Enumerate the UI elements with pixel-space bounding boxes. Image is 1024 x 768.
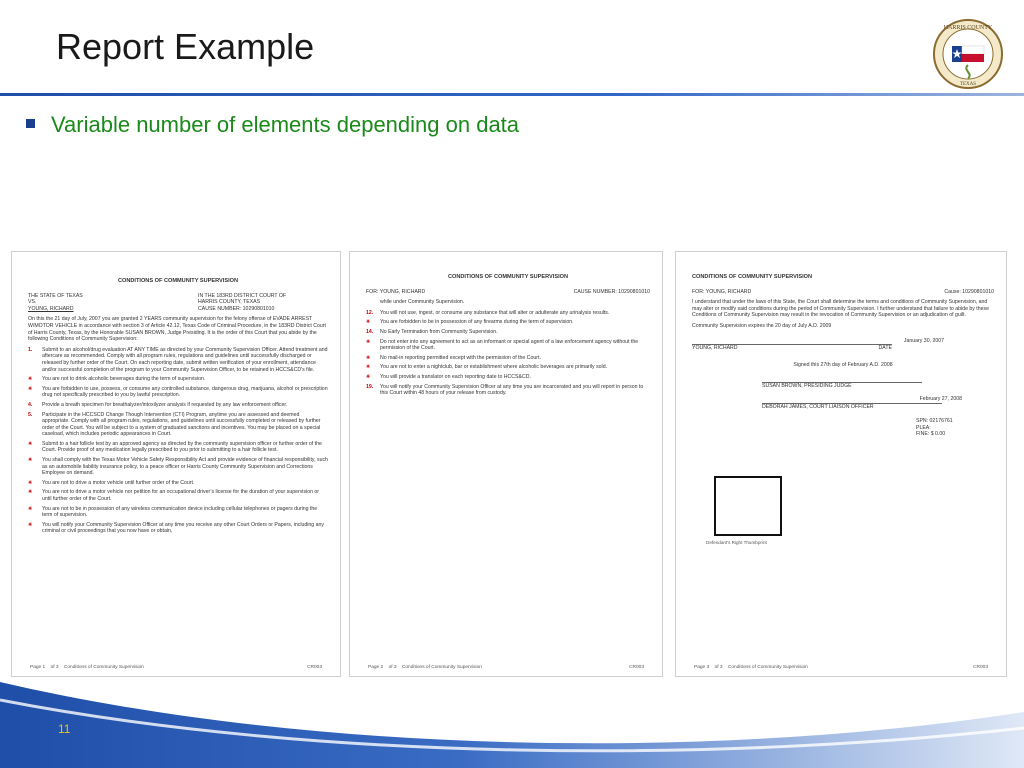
page1-left-line: THE STATE OF TEXAS — [28, 292, 83, 299]
page3-defendant-name: YOUNG, RICHARD — [692, 345, 738, 352]
page2-condition-text: You are forbidden to be in possession of any firearms during the term of supervision. — [380, 319, 574, 326]
page1-condition-text: You are not to be in possession of any wireless communication device including cellular telephones or pagers during the term of supervision. — [42, 505, 318, 519]
page2-footer-page: Page 2 — [368, 665, 384, 670]
page1-condition-item — [28, 376, 328, 383]
page2-condition-number: ✳ — [366, 319, 371, 326]
page1-condition-item — [28, 386, 328, 399]
report-page-2 — [350, 252, 662, 676]
page1-condition-number: ✳ — [28, 489, 33, 496]
page1-left-block — [28, 293, 83, 313]
page1-condition-number: ✳ — [28, 479, 33, 486]
page2-continuation: while under Community Supervision. — [380, 299, 465, 306]
page1-intro: On this the 21 day of July, 2007 you are granted 2 YEARS community supervision for the felony offense of EVADE ARREST W/MOTOR VEHICLE in accordance with section 3 of Article 42.12, Texas Code of Criminal Procedure, in the 183RD District Court of Harris County, Texas, by the Honorable SUSAN BROWN, Judge Presiding. It is the order of this Court that you abide by the following Conditions of Community Supervision: — [28, 316, 326, 343]
page3-plea: PLEA: — [916, 424, 931, 431]
page1-left-line: VS. — [28, 299, 37, 306]
page3-expiration: Community Supervision expires the 20 day of July A.D. 2009 — [692, 322, 832, 329]
page2-footer-title: Conditions of Community Supervision — [401, 665, 482, 670]
page1-condition-text: Participate in the HCCSCD Change Though Intervention (CTI) Program, anytime you are assessed and deemed appropriate. Comply with all program rules, regulations, and guidelines until successfully completed or released by further order of the Court. You will be subject to a system of graduated sanctions and incentives. You may be placed on a special caseload, which includes periodic appearances in Court. — [42, 411, 321, 438]
bullet-marker-icon — [26, 119, 35, 128]
page2-condition-number: 14. — [366, 328, 374, 335]
page1-right-line: HARRIS COUNTY, TEXAS — [198, 299, 261, 306]
page2-heading: CONDITIONS OF COMMUNITY SUPERVISION — [447, 274, 569, 280]
seal-text-bottom: TEXAS — [959, 82, 977, 87]
page1-footer-code: CR003 — [307, 665, 322, 670]
page1-condition-text: Submit to a hair follicle test by an approved agency as directed by the community supervision officer or further order of the Court. Provide proof of any medication legally prescribed to you prior to submitting to a hair follicle test. — [42, 440, 322, 454]
page1-condition-number: ✳ — [28, 440, 33, 447]
page1-right-block — [198, 293, 328, 313]
page2-condition-number: ✳ — [366, 364, 371, 371]
page3-footer — [694, 665, 988, 670]
page2-condition-item — [366, 329, 650, 336]
page3-heading: CONDITIONS OF COMMUNITY SUPERVISION — [692, 274, 813, 280]
page2-condition-number: 19. — [366, 383, 374, 390]
page2-conditions-list — [366, 310, 650, 397]
page2-footer-code: CR003 — [629, 665, 644, 670]
page2-footer — [368, 665, 644, 670]
page1-condition-item — [28, 402, 328, 409]
page3-cause-line: Cause: 10290801010 — [944, 288, 994, 295]
page2-cause-line: CAUSE NUMBER: 10290801010 — [573, 288, 650, 295]
slide-page-number: 11 — [58, 722, 71, 736]
page1-condition-text: You will notify your Community Supervision Officer at any time you receive any other Court Orders or Papers, including any criminal or civil proceedings that you now have or obtain, — [42, 521, 324, 535]
page2-condition-number: 12. — [366, 309, 374, 316]
page3-footer-code: CR003 — [973, 665, 988, 670]
page1-condition-text: Submit to an alcohol/drug evaluation AT ANY TIME as directed by your Community Supervision Officer. Attend treatment and aftercare as recommended. Comply with all program rules, regulations and guidelines until successfully discharged or released by further order of the Court. On each reporting date, submit written verification of your enrollment, attendance and/or successful completion of the program to your Community Supervision Officer, to be retained in HCCS&CD's file. — [42, 346, 328, 373]
page2-condition-text: You will not use, ingest, or consume any substance that will alter or adulterate any urinalysis results. — [380, 309, 610, 316]
page1-footer-title: Conditions of Community Supervision — [63, 665, 144, 670]
page1-condition-text: You are forbidden to use, possess, or consume any controlled substance, dangerous drug, marijuana, alcohol or prescription drug not specifically prescribed to you by lawful prescription. — [42, 385, 328, 399]
page2-condition-text: You will provide a translator on each reporting date to HCCS&CD. — [380, 373, 531, 380]
thumbprint-caption: Defendant's Right Thumbprint — [706, 540, 767, 545]
bullet-text: Variable number of elements depending on data — [51, 112, 520, 137]
page3-judge: SUSAN BROWN, PRESIDING JUDGE — [762, 382, 922, 390]
report-page-3 — [676, 252, 1006, 676]
page1-right-line: CAUSE NUMBER: 10290801010 — [198, 305, 275, 312]
page2-condition-number: ✳ — [366, 354, 371, 361]
page3-date-label: DATE — [878, 345, 892, 352]
page3-footer-title: Conditions of Community Supervision — [727, 665, 808, 670]
page1-condition-text: You are not to drink alcoholic beverages during the term of supervision. — [42, 376, 206, 383]
page2-condition-item — [366, 384, 650, 397]
page1-condition-number: ✳ — [28, 521, 33, 528]
report-page-1 — [12, 252, 340, 676]
page1-condition-text: You are not to drive a motor vehicle until further order of the Court. — [42, 479, 195, 486]
page2-condition-item — [366, 364, 650, 371]
page1-condition-number: ✳ — [28, 457, 33, 464]
page3-fine: FINE: $ 0.00 — [916, 431, 946, 438]
page2-condition-text: Do not enter into any agreement to act as an informant or special agent of a law enforcement agency without the permission of the Court. — [380, 338, 639, 352]
page2-condition-item — [366, 310, 650, 317]
page1-condition-text: Provide a breath specimen for breathalyzer/intoxilyzer analysis if requested by any law enforcement officer. — [42, 401, 288, 408]
page1-condition-number: 1. — [28, 346, 33, 353]
harris-county-seal-icon — [932, 18, 1004, 90]
title-underline — [0, 93, 1024, 96]
page3-officer: DEBORAH JAMES, COURT LIAISON OFFICER — [762, 403, 942, 411]
page2-condition-text: No Early Termination from Community Supervision. — [380, 328, 498, 335]
page2-condition-item — [366, 355, 650, 362]
page1-footer-of: of 3 — [50, 665, 59, 670]
page3-for-line: FOR: YOUNG, RICHARD — [692, 288, 752, 295]
page1-footer-page: Page 1 — [30, 665, 46, 670]
page1-condition-number: 5. — [28, 411, 33, 418]
page1-condition-item — [28, 347, 328, 373]
page3-signed-line: Signed this 27th day of February A.D. 2008 — [793, 361, 893, 368]
page1-heading: CONDITIONS OF COMMUNITY SUPERVISION — [117, 278, 239, 284]
page1-left-line: YOUNG, RICHARD — [28, 305, 74, 312]
page2-condition-text: You are not to enter a nightclub, bar or establishment where alcoholic beverages are primarily sold. — [380, 364, 608, 371]
page1-condition-item — [28, 480, 328, 487]
page2-for-line: FOR: YOUNG, RICHARD — [366, 288, 426, 295]
bottom-decorative-band — [0, 682, 1024, 768]
page3-footer-of: of 3 — [714, 665, 723, 670]
page3-footer-page: Page 3 — [694, 665, 710, 670]
page2-condition-item — [366, 374, 650, 381]
page2-condition-text: You will notify your Community Supervision Officer at any time you are incarcerated and you will report in person to this Court within 48 hours of your release from custody. — [380, 383, 644, 397]
page1-condition-text: You are not to drive a motor vehicle nor petition for an occupational driver’s license for the duration of your supervision or until further order of the Court. — [42, 489, 320, 503]
page1-condition-number: 4. — [28, 401, 33, 408]
page1-condition-item — [28, 489, 328, 502]
page1-condition-item — [28, 522, 328, 535]
page1-condition-item — [28, 412, 328, 438]
page1-condition-number: ✳ — [28, 376, 33, 383]
thumbprint-box — [714, 476, 782, 536]
page2-footer-of: of 3 — [388, 665, 397, 670]
bullet-point — [26, 112, 519, 138]
page3-spn: SPN: 02176761 — [916, 418, 953, 425]
page1-condition-number: ✳ — [28, 505, 33, 512]
page2-condition-number: ✳ — [366, 338, 371, 345]
page3-defendant-sig-line — [692, 344, 892, 352]
slide-title: Report Example — [56, 26, 315, 67]
page3-date1: January 30, 2007 — [903, 337, 944, 344]
page2-condition-item — [366, 339, 650, 352]
seal-text-top: HARRIS COUNTY — [943, 25, 993, 31]
page1-conditions-list — [28, 347, 328, 535]
page1-condition-number: ✳ — [28, 385, 33, 392]
page2-condition-item — [366, 319, 650, 326]
page1-right-line: IN THE 183RD DISTRICT COURT OF — [198, 292, 287, 299]
page3-acknowledgement: I understand that under the laws of this State, the Court shall determine the terms and conditions of Community Supervision, and may alter or modify said conditions during the period of Community Supervision. I further understand that failure to abide by these Conditions of Community Supervision may result in the revocation of Community Supervision or an adjudication of guilt. — [692, 299, 989, 319]
page1-footer — [30, 665, 322, 670]
page1-condition-item — [28, 441, 328, 454]
page1-condition-text: You shall comply with the Texas Motor Vehicle Safety Responsibility Act and provide evidence of financial responsibility, such as an automobile liability insurance policy, to a peace officer or Harris County Community Supervision and Corrections Employee on demand. — [42, 457, 328, 477]
page1-condition-item — [28, 457, 328, 477]
page1-condition-item — [28, 506, 328, 519]
page3-date2: February 27, 2008 — [919, 395, 962, 402]
page2-condition-number: ✳ — [366, 373, 371, 380]
page2-condition-text: No mail-in reporting permitted except with the permission of the Court. — [380, 354, 541, 361]
